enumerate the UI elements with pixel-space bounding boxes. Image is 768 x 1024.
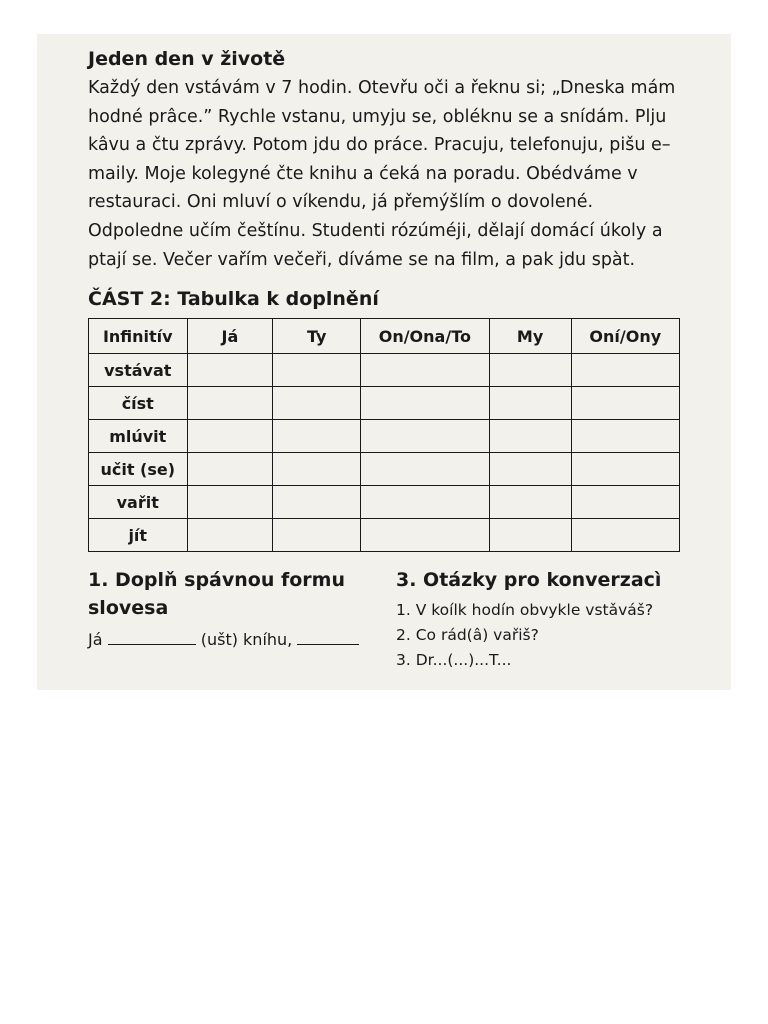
answer-cell[interactable] [361, 519, 489, 552]
header-ty: Ty [273, 319, 361, 354]
exercise-1-hint: (ušt) kníhu, [200, 630, 293, 650]
answer-cell[interactable] [273, 387, 361, 420]
answer-cell[interactable] [187, 486, 273, 519]
header-my: My [489, 319, 571, 354]
answer-cell[interactable] [361, 354, 489, 387]
verb-cell: mlúvit [89, 420, 188, 453]
question-item: 1. V koílk hodín obvykle vstǎváš? [396, 601, 654, 620]
answer-cell[interactable] [273, 519, 361, 552]
answer-cell[interactable] [273, 486, 361, 519]
table-row [89, 453, 680, 486]
answer-cell[interactable] [489, 354, 571, 387]
exercise-1-subject: Já [88, 630, 103, 650]
verb-cell: učit (se) [89, 453, 188, 486]
verb-cell: číst [89, 387, 188, 420]
answer-cell[interactable] [187, 387, 273, 420]
verb-cell: vstávat [89, 354, 188, 387]
question-item: 3. Dr...(...)...T... [396, 651, 512, 670]
answer-blank[interactable] [297, 630, 359, 645]
header-oni-ony: Oní/Ony [571, 319, 679, 354]
answer-cell[interactable] [571, 486, 679, 519]
table-row [89, 519, 680, 552]
answer-cell[interactable] [273, 453, 361, 486]
exercise-1 [88, 566, 378, 652]
answer-cell[interactable] [187, 420, 273, 453]
answer-cell[interactable] [571, 519, 679, 552]
answer-cell[interactable] [571, 453, 679, 486]
exercises-area [88, 566, 688, 676]
answer-cell[interactable] [571, 420, 679, 453]
answer-cell[interactable] [187, 453, 273, 486]
table-header-row [89, 319, 680, 354]
answer-cell[interactable] [361, 420, 489, 453]
answer-cell[interactable] [489, 387, 571, 420]
table-section-title: ČÁST 2: Tabulka k doplnění [88, 288, 379, 311]
answer-cell[interactable] [489, 453, 571, 486]
answer-cell[interactable] [571, 387, 679, 420]
worksheet-content [88, 46, 688, 676]
table-row [89, 354, 680, 387]
question-list [396, 598, 696, 673]
story-text: Každý den vstávám v 7 hodin. Otevřu oči a řeknu si; „Dneska mám hodné prâce.” Rychle vstanu, umyju se, obléknu se a snídám. Plju kâvu a čtu zprávy. Potom jdu do práce. Pracuju, telefonuju, pišu e–maily. Moje kolegyné čte knihu a ćeká na poradu. Obédváme v restauraci. Oni mluví o víkendu, já přemýšlím o dovolené. Odpoledne učím češtínu. Studenti rózúméji, dělají domácí úkoly a ptají se. Večer vařím večeři, díváme se na film, a pak jdu spàt. [88, 78, 676, 270]
header-infinitive: Infinitív [89, 319, 188, 354]
answer-cell[interactable] [489, 519, 571, 552]
answer-cell[interactable] [571, 354, 679, 387]
answer-cell[interactable] [273, 420, 361, 453]
answer-cell[interactable] [273, 354, 361, 387]
header-ja: Já [187, 319, 273, 354]
verb-cell: vařit [89, 486, 188, 519]
exercise-3 [396, 566, 696, 673]
verb-cell: jít [89, 519, 188, 552]
answer-cell[interactable] [361, 453, 489, 486]
answer-cell[interactable] [187, 354, 273, 387]
table-row [89, 420, 680, 453]
exercise-1-line [88, 628, 378, 652]
answer-blank[interactable] [108, 630, 196, 645]
answer-cell[interactable] [489, 420, 571, 453]
exercise-1-title: 1. Doplň spávnou formu slovesa [88, 569, 345, 620]
worksheet-page [37, 34, 731, 690]
answer-cell[interactable] [187, 519, 273, 552]
question-item: 2. Co rád(â) vařiš? [396, 626, 539, 645]
answer-cell[interactable] [361, 486, 489, 519]
table-row [89, 387, 680, 420]
table-row [89, 486, 680, 519]
header-on-ona-to: On/Ona/To [361, 319, 489, 354]
answer-cell[interactable] [489, 486, 571, 519]
conjugation-table [88, 318, 680, 552]
exercise-3-title: 3. Otázky pro konverzacì [396, 569, 662, 592]
story-title: Jeden den v životě [88, 48, 286, 70]
answer-cell[interactable] [361, 387, 489, 420]
